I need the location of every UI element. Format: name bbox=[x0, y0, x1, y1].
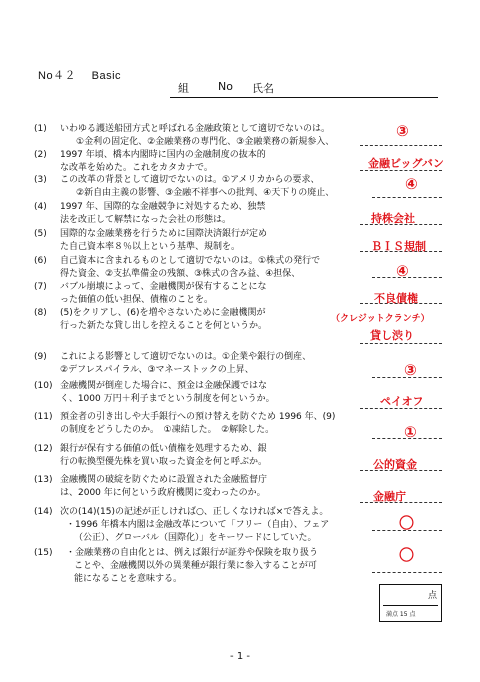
question-text: 預金者の引き出しや大手銀行への預け替えを防ぐため 1996 年、(9) bbox=[60, 412, 336, 422]
question-text: 金融機関の破綻を防ぐために設置された金融監督庁 bbox=[60, 475, 268, 485]
score-label: 点 bbox=[427, 591, 437, 601]
question-text: いわゆる護送船団方式と呼ばれる金融政策として適切でないのは。 bbox=[60, 124, 331, 134]
worksheet-level: Basic bbox=[91, 70, 122, 82]
answer-2: 金融ビッグバン bbox=[368, 157, 444, 170]
question-text: 自己資本に含まれるものとして適切でないのは。①株式の発行で bbox=[60, 256, 321, 266]
question-number: (5) bbox=[34, 229, 47, 239]
question-number: (15) bbox=[34, 548, 53, 558]
worksheet-number: No４２ bbox=[38, 70, 77, 82]
question-number: (11) bbox=[34, 412, 53, 422]
answer-11: ① bbox=[404, 423, 417, 441]
question-text: の制度をどうしたのか。 ①凍結した。 ②解除した。 bbox=[60, 425, 275, 435]
question-number: (8) bbox=[34, 308, 47, 318]
question-text: た自己資本率８％以上という基準、規制を。 bbox=[60, 242, 241, 252]
question-text: 次の(14)(15)の記述が正しければ○、正しくなければ×で答えよ。 bbox=[60, 507, 329, 517]
worksheet-header bbox=[38, 67, 133, 83]
answer-8: 貸し渋り bbox=[370, 329, 414, 342]
answer-13: 金融庁 bbox=[373, 490, 406, 503]
question-number: (13) bbox=[34, 475, 53, 485]
score-box bbox=[379, 584, 442, 622]
answer-3: ④ bbox=[405, 175, 418, 193]
answer-4: 持株会社 bbox=[371, 212, 415, 225]
answer-line bbox=[372, 197, 442, 198]
name-line bbox=[170, 97, 438, 98]
answer-15: 〇 bbox=[399, 546, 415, 564]
answer-8-note: （クレジットクランチ） bbox=[331, 314, 430, 324]
answer-14: 〇 bbox=[399, 514, 415, 532]
question-text: は、2000 年に何という政府機関に変わったのか。 bbox=[60, 488, 266, 498]
answer-10: ペイオフ bbox=[380, 395, 424, 408]
question-text: 1997 年頃、橋本内閣時に国内の金融制度の抜本的 bbox=[60, 150, 266, 160]
answer-6: ④ bbox=[396, 262, 409, 280]
question-number: (10) bbox=[34, 381, 53, 391]
question-text: った価値の低い担保、債権のことを。 bbox=[60, 295, 214, 305]
question-number: (12) bbox=[34, 444, 53, 454]
question-text: （公正）、グローバル（国際化）」をキーワードにしていた。 bbox=[74, 533, 317, 543]
question-text: ・金融業務の自由化とは、例えば銀行が証券や保険を取り扱う bbox=[66, 548, 319, 558]
answer-7: 不良債権 bbox=[374, 292, 418, 305]
question-text: 得た資金、②支払準備金の残額、③株式の含み益、④担保、 bbox=[60, 269, 301, 279]
question-text: 1997 年、国際的な金融競争に対処するため、独禁 bbox=[60, 202, 266, 212]
question-text: 行った新たな貸し出しを控えることを何というか。 bbox=[60, 321, 268, 331]
question-text: ことや、金融機関以外の異業種が銀行業に参入することが可 bbox=[74, 561, 317, 571]
answer-line bbox=[360, 343, 442, 344]
question-text: 銀行が保有する価値の低い債権を処理するため、銀 bbox=[60, 444, 267, 454]
question-number: (2) bbox=[34, 150, 47, 160]
answer-line bbox=[372, 572, 442, 573]
question-text: 金融機関が倒産した場合に、預金は金融保護ではな bbox=[60, 381, 268, 391]
question-text: く、1000 万円＋利子までという制度を何というか。 bbox=[60, 394, 275, 404]
question-text: これによる影響として適切でないのは。①企業や銀行の倒産、 bbox=[60, 352, 312, 362]
question-text: 能になることを意味する。 bbox=[74, 574, 183, 584]
answer-12: 公的資金 bbox=[373, 458, 417, 471]
question-number: (3) bbox=[34, 175, 47, 185]
page-number: - 1 - bbox=[230, 651, 250, 662]
name-label: 氏名 bbox=[252, 82, 274, 95]
question-text: な改革を始めた。これをカタカナで。 bbox=[60, 163, 213, 173]
question-number: (6) bbox=[34, 256, 47, 266]
name-bar bbox=[178, 80, 274, 96]
question-text: バブル崩壊によって、金融機関が保有することにな bbox=[60, 282, 267, 292]
question-number: (9) bbox=[34, 352, 47, 362]
question-number: (1) bbox=[34, 124, 47, 134]
score-line bbox=[383, 605, 438, 606]
question-number: (14) bbox=[34, 507, 53, 517]
answer-line bbox=[360, 145, 442, 146]
answer-1: ③ bbox=[396, 122, 409, 140]
question-number: (7) bbox=[34, 282, 47, 292]
question-number: (4) bbox=[34, 202, 47, 212]
question-text: この改革の背景として適切でないのは。①アメリカからの要求、 bbox=[60, 175, 320, 185]
answer-9: ③ bbox=[404, 361, 417, 379]
answer-5: ＢＩＳ規制 bbox=[371, 240, 426, 253]
question-text: 法を改正して解禁になった会社の形態は。 bbox=[60, 215, 232, 225]
full-score: 満点 15 点 bbox=[386, 611, 416, 618]
question-text: (5)をクリアし、(6)を増やさないために金融機関が bbox=[60, 308, 266, 318]
question-text: ①金利の固定化、②金融業務の専門化、③金融業務の新規参入、 bbox=[76, 137, 335, 147]
question-text: 国際的な金融業務を行うために国際決済銀行が定め bbox=[60, 229, 268, 239]
question-text: ②新自由主義の影響、③金融不祥事への批判、④天下りの廃止、 bbox=[76, 188, 335, 198]
question-text: ・1996 年橋本内閣は金融改革について「フリー（自由）、フェア bbox=[66, 520, 330, 530]
question-text: 行の転換型優先株を買い取った資金を何と呼ぶか。 bbox=[60, 457, 268, 467]
number-label: No bbox=[218, 80, 233, 93]
class-label: 組 bbox=[178, 82, 189, 95]
question-text: ②デフレスパイラル、③マネーストックの上昇、 bbox=[60, 365, 254, 375]
